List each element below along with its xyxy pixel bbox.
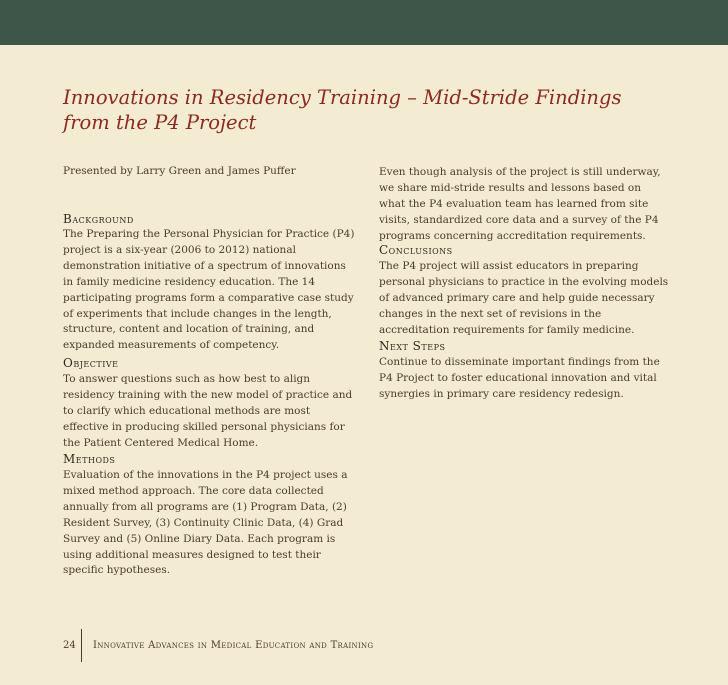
page-title: Innovations in Residency Training – Mid-Stride Findings from the P4 Project xyxy=(63,86,622,134)
top-banner xyxy=(0,0,728,45)
publication-title: Innovative Advances in Medical Education and Training xyxy=(93,640,374,651)
next-steps-body: Continue to disseminate important findings from the P4 Project to foster educational innovation and vital synergies in primary care residency redesign. xyxy=(379,356,660,400)
objective-body: To answer questions such as how best to align residency training with the new model of practice and to clarify which educational methods are most effective in producing skilled personal physicians for the Patient Centered Medical Home. xyxy=(63,373,353,449)
page-number: 24 xyxy=(63,640,76,651)
next-steps-heading: Next Steps xyxy=(379,339,446,353)
conclusions-body: The P4 project will assist educators in preparing personal physicians to practice in the evolving models of advanced primary care and help guide necessary changes in the next set of revisions in the accreditation requirements for family medicine. xyxy=(379,260,669,336)
presented-by: Presented by Larry Green and James Puffer xyxy=(63,165,296,177)
conclusions-heading: Conclusions xyxy=(379,243,453,257)
objective-heading: Objective xyxy=(63,356,119,370)
background-heading: Background xyxy=(63,212,134,226)
footer-divider xyxy=(81,629,82,662)
methods-body: Evaluation of the innovations in the P4 project uses a mixed method approach. The core data collected annually from all programs are (1) Program Data, (2) Resident Survey, (3) Continuity Clinic Data, (4) Grad Survey and (5) Online Diary Data. Each program is using additional measures designed to test their specific hypotheses. xyxy=(63,469,348,577)
background-body: The Preparing the Personal Physician for Practice (P4) project is a six-year (2006 to 2012) national demonstration initiative of a spectrum of innovations in family medicine residency education. The 14 participating programs form a comparative case study of experiments that include changes in the length, structure, content and location of training, and expanded measurements of competency. xyxy=(63,228,355,352)
methods-heading: Methods xyxy=(63,452,116,466)
intro-right-body: Even though analysis of the project is still underway, we share mid-stride results and lessons based on what the P4 evaluation team has learned from site visits, standardized core data and a survey of the P4 programs concerning accreditation requirements. xyxy=(379,166,661,242)
